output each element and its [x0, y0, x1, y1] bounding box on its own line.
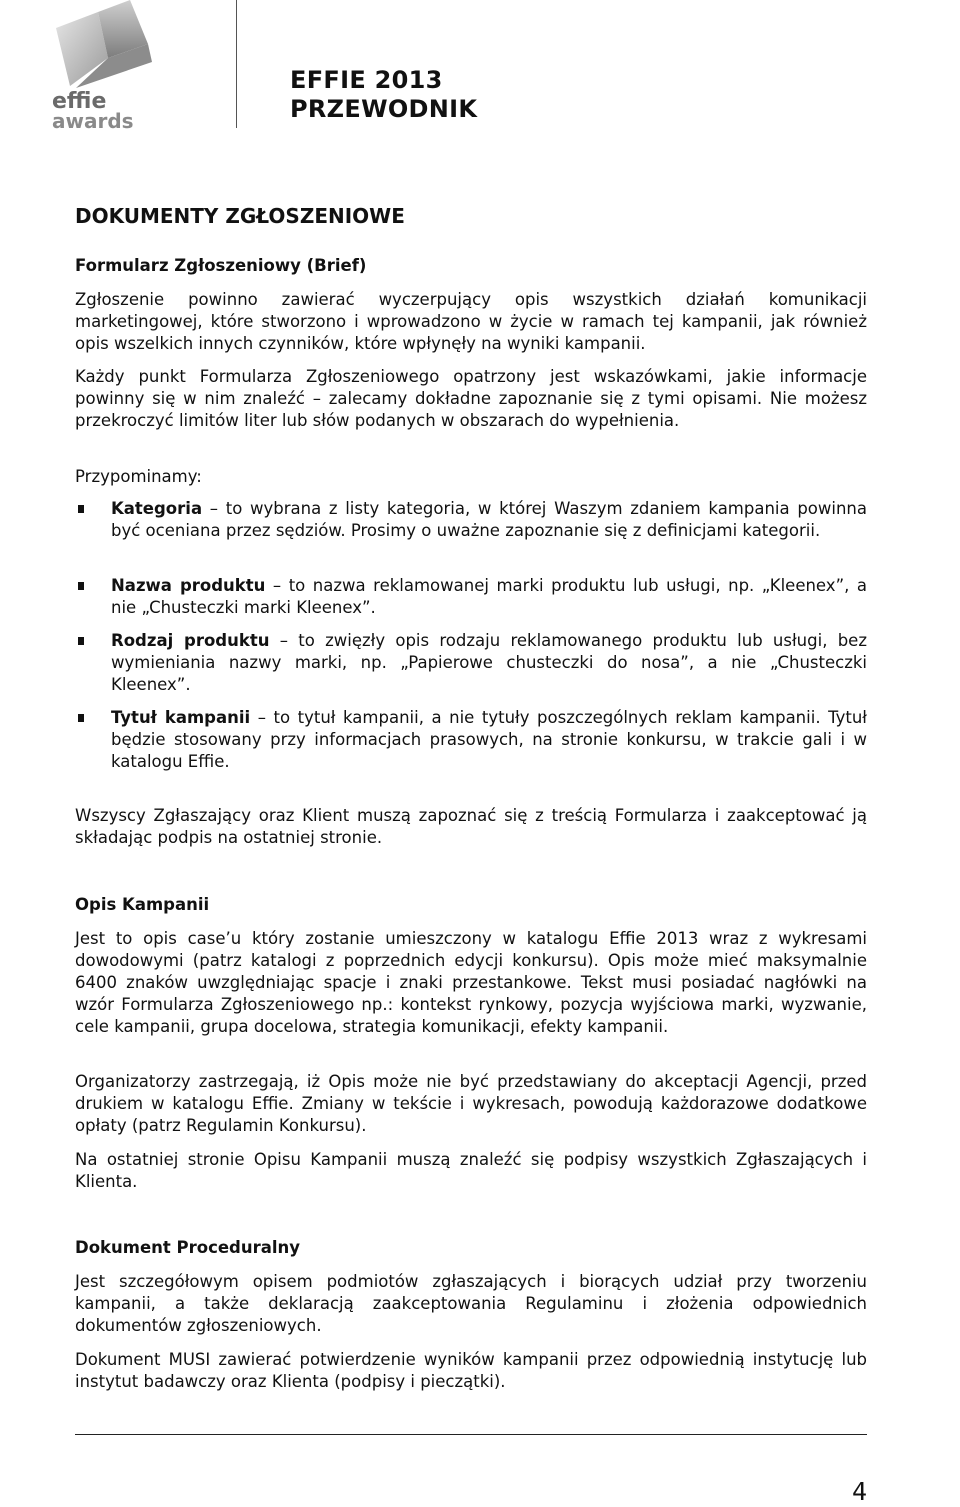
- svg-text:effie: effie: [52, 89, 107, 114]
- list-item: [111, 630, 867, 696]
- list-item: [111, 707, 867, 773]
- footer-rule: [75, 1434, 867, 1435]
- section-title: DOKUMENTY ZGŁOSZENIOWE: [75, 204, 405, 228]
- header-title-line1: EFFIE 2013: [290, 66, 443, 94]
- proceduralny-paragraph-2: Dokument MUSI zawierać potwierdzenie wyników kampanii przez odpowiednią instytucję lub instytut badawczy oraz Klienta (podpisy i pieczątki).: [75, 1350, 867, 1391]
- header-title-line2: PRZEWODNIK: [290, 95, 478, 123]
- formularz-paragraph-3: Wszyscy Zgłaszający oraz Klient muszą zapoznać się z treścią Formularza i zaakceptować ją składając podpis na ostatniej stronie.: [75, 806, 867, 847]
- formularz-paragraph-2: Każdy punkt Formularza Zgłoszeniowego opatrzony jest wskazówkami, jakie informacje powinny się w nim znaleźć – zalecamy dokładne zapoznanie się z tymi opisami. Nie możesz przekroczyć limitów liter lub słów podanych w obszarach do wypełnienia.: [75, 367, 867, 430]
- list-item-text: – to wybrana z listy kategoria, w której Waszym zdaniem kampania powinna być oceniana przez sędziów. Prosimy o uważne zapoznanie się z definicjami kategorii.: [111, 499, 867, 540]
- bullet-square-icon: [78, 714, 84, 722]
- list-item-text: – to zwięzły opis rodzaju reklamowanego produktu lub usługi, bez wymieniania nazwy marki, np. „Papierowe chusteczki do nosa”, a nie „Chusteczki Kleenex”.: [111, 631, 867, 694]
- list-item: [111, 575, 867, 619]
- formularz-paragraph-1: Zgłoszenie powinno zawierać wyczerpujący opis wszystkich działań komunikacji marketingowej, które stworzono i wprowadzono w życie w ramach tej kampanii, jak również opis wszelkich innych czynników, które wpłynęły na wyniki kampanii.: [75, 290, 867, 353]
- opis-paragraph-3: Na ostatniej stronie Opisu Kampanii muszą znaleźć się podpisy wszystkich Zgłaszających i Klienta.: [75, 1150, 867, 1191]
- list-item-text: – to nazwa reklamowanej marki produktu lub usługi, np. „Kleenex”, a nie „Chusteczki marki Kleenex”.: [111, 576, 867, 617]
- list-item-term: Kategoria: [111, 499, 203, 518]
- formularz-heading: Formularz Zgłoszeniowy (Brief): [75, 256, 367, 275]
- list-item-text: – to tytuł kampanii, a nie tytuły poszczególnych reklam kampanii. Tytuł będzie stosowany przy informacjach prasowych, na stronie konkursu, w trakcie gali i w katalogu Effie.: [111, 708, 867, 771]
- list-item-term: Nazwa produktu: [111, 576, 266, 595]
- header-title: [290, 66, 477, 124]
- reminder-label: Przypominamy:: [75, 467, 202, 486]
- list-item-term: Tytuł kampanii: [111, 708, 251, 727]
- list-item-term: Rodzaj produktu: [111, 631, 270, 650]
- opis-paragraph-1: Jest to opis case’u który zostanie umieszczony w katalogu Effie 2013 wraz z wykresami dowodowymi (patrz katalogi z poprzednich edycji konkursu). Opis może mieć maksymalnie 6400 znaków uwzględniając spacje i znaki przestankowe. Tekst musi posiadać nagłówki na wzór Formularza Zgłoszeniowego np.: kontekst rynkowy, pozycja wyjściowa marki, wyzwanie, cele kampanii, grupa docelowa, strategia komunikacji, efekty kampanii.: [75, 929, 867, 1036]
- proceduralny-paragraph-1: Jest szczegółowym opisem podmiotów zgłaszających i biorących udział przy tworzeniu kampanii, a także deklaracją zaakceptowania Regulaminu i złożenia odpowiednich dokumentów zgłoszeniowych.: [75, 1272, 867, 1335]
- proceduralny-heading: Dokument Proceduralny: [75, 1238, 301, 1257]
- opis-paragraph-2: Organizatorzy zastrzegają, iż Opis może nie być przedstawiany do akceptacji Agencji, przed drukiem w katalogu Effie. Zmiany w tekście i wykresach, powodują każdorazowe dodatkowe opłaty (patrz Regulamin Konkursu).: [75, 1072, 867, 1135]
- page-number: 4: [852, 1477, 868, 1506]
- effie-awards-logo: [48, 0, 168, 135]
- bullet-square-icon: [78, 505, 84, 513]
- bullet-square-icon: [78, 582, 84, 590]
- opis-heading: Opis Kampanii: [75, 895, 210, 914]
- svg-text:awards: awards: [52, 109, 134, 133]
- bullet-square-icon: [78, 637, 84, 645]
- list-item: [111, 498, 867, 542]
- header-divider: [236, 0, 237, 128]
